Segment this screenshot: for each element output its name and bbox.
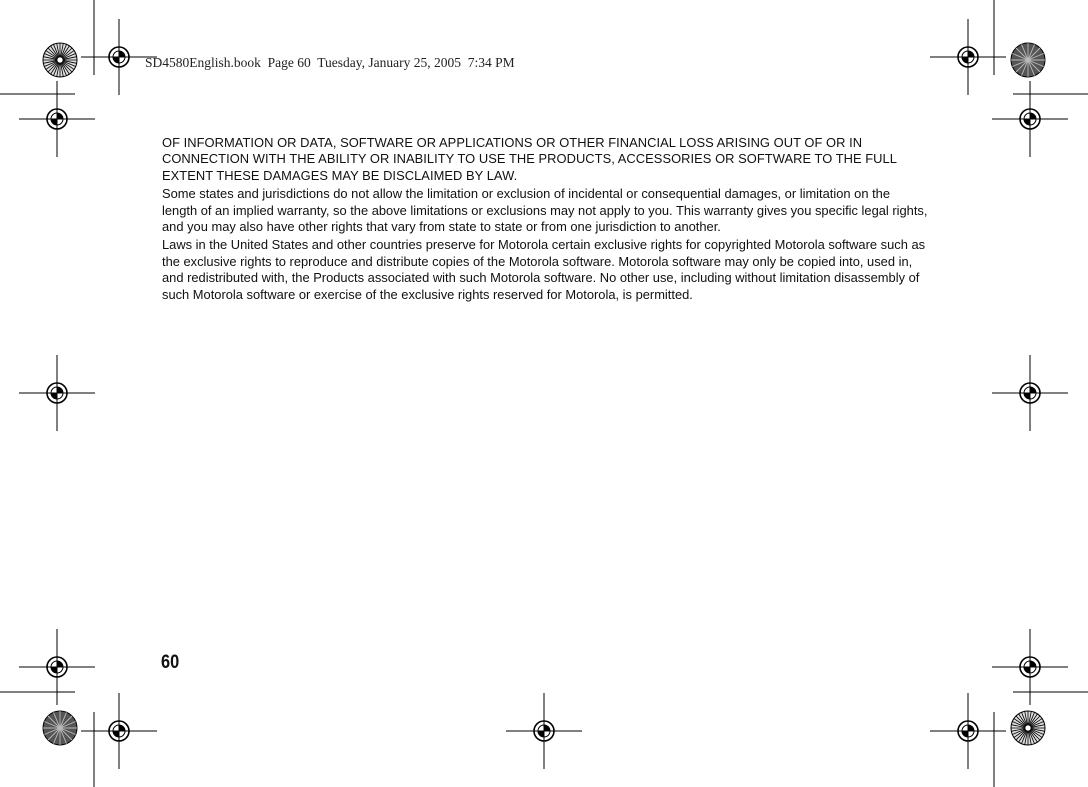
registration-mark — [930, 693, 1006, 769]
registration-mark — [19, 355, 95, 431]
software-rights-paragraph: Laws in the United States and other countries preserve for Motorola certain exclusive rights for copyrighted Motorola software such as the exclusive rights to reproduce and distribute copies of the Motorola software. Motorola software may only be copied into, used in, and redistributed with, the Products associated with such Motorola software. No other use, including without limitation disassembly of such Motorola software or exercise of the exclusive rights reserved for Motorola, is permitted. — [162, 237, 926, 302]
registration-mark — [992, 629, 1068, 705]
registration-mark — [992, 81, 1068, 157]
registration-mark — [81, 693, 157, 769]
registration-mark — [992, 355, 1068, 431]
page-number: 60 — [161, 652, 180, 673]
star-target-bottom-right — [1011, 711, 1045, 745]
legal-text-block — [162, 135, 928, 305]
star-target-top-left — [43, 43, 77, 77]
registration-mark — [506, 693, 582, 769]
disclaimer-paragraph: OF INFORMATION OR DATA, SOFTWARE OR APPLICATIONS OR OTHER FINANCIAL LOSS ARISING OUT OF OR IN CONNECTION WITH THE ABILITY OR INABILITY TO USE THE PRODUCTS, ACCESSORIES OR SOFTWARE TO THE FULL EXTENT THESE DAMAGES MAY BE DISCLAIMED BY LAW. — [162, 135, 897, 183]
book-info-header: SD4580English.book Page 60 Tuesday, January 25, 2005 7:34 PM — [145, 55, 515, 70]
registration-mark — [19, 81, 95, 157]
registration-mark — [930, 19, 1006, 95]
jurisdiction-paragraph: Some states and jurisdictions do not allow the limitation or exclusion of incidental or consequential damages, or limitation on the length of an implied warranty, so the above limitations or exclusions may not apply to you. This warranty gives you specific legal rights, and you may also have other rights that vary from state to state or from one jurisdiction to another. — [162, 186, 928, 235]
registration-mark — [19, 629, 95, 705]
star-target-bottom-left — [43, 711, 77, 745]
star-target-top-right — [1011, 43, 1045, 77]
